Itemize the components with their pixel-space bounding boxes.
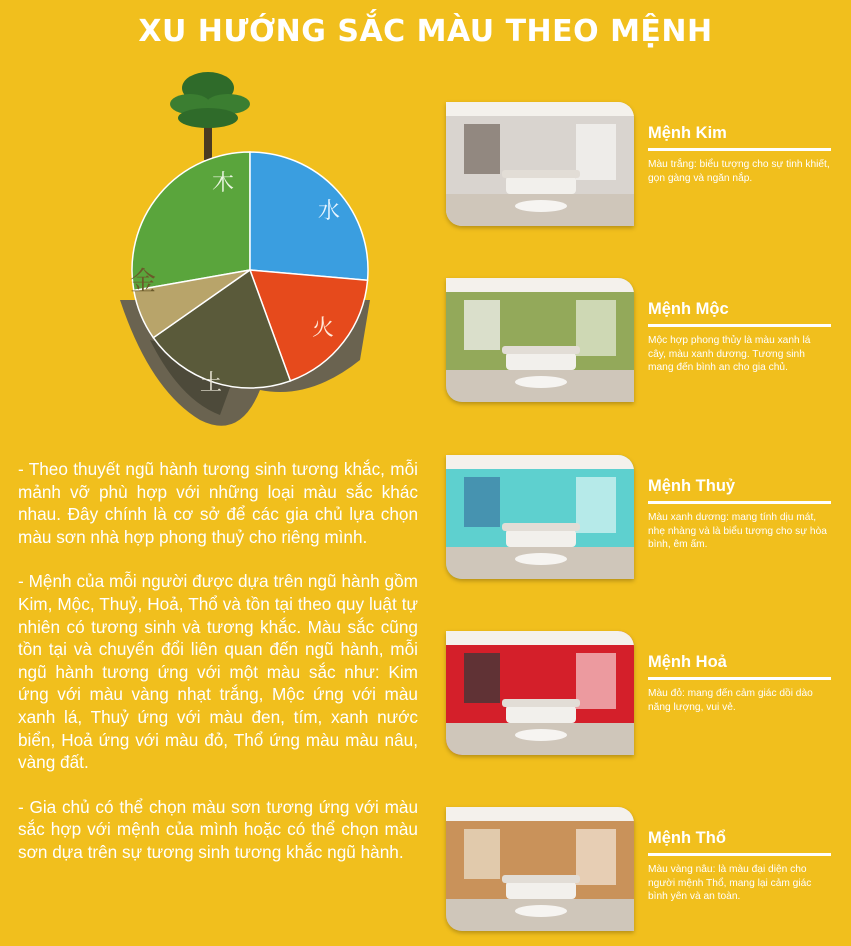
body-text <box>18 458 418 886</box>
card-menh-moc <box>446 278 846 404</box>
divider <box>648 853 831 856</box>
card-description: Màu xanh dương: mang tính dịu mát, nhẹ nhàng và là biểu tượng cho sự hòa bình, êm ấm. <box>648 512 827 550</box>
room-photo-tho <box>446 807 634 931</box>
card-title: Mệnh Thổ <box>648 829 726 847</box>
room-photo-hoa <box>446 631 634 755</box>
wood-glyph: 木 <box>212 171 235 196</box>
card-menh-hoa <box>446 631 846 757</box>
card-title: Mệnh Thuỷ <box>648 477 736 495</box>
earth-glyph: 土 <box>200 371 223 396</box>
five-elements-globe-illustration <box>90 60 400 460</box>
card-title: Mệnh Mộc <box>648 300 729 318</box>
globe-segment-2 <box>250 152 368 280</box>
room-photo-thuy <box>446 455 634 579</box>
card-description: Màu đỏ: mang đến cảm giác dồi dào năng lượng, vui vẻ. <box>648 688 813 713</box>
tree-icon <box>170 72 250 160</box>
card-menh-tho <box>446 807 846 933</box>
paragraph-2: - Mệnh của mỗi người được dựa trên ngũ hành gồm Kim, Mộc, Thuỷ, Hoả, Thổ và tồn tại theo quy luật tự nhiên có tương sinh và tương khắc. Màu sắc cũng tồn tại và chuyển đổi liên quan đến ngũ hành, mỗi ngũ hành tương ứng với một màu sắc như: Kim ứng với màu vàng nhạt trắng, Mộc ứng với màu xanh lá, Thuỷ ứng với màu đen, tím, xanh nước biển, Hoả ứng với màu đỏ, Thổ ứng màu màu nâu, vàng đất. <box>18 571 418 773</box>
divider <box>648 148 831 151</box>
card-description: Màu vàng nâu: là màu đại diện cho người mệnh Thổ, mang lại cảm giác bình yên và an toàn. <box>648 864 812 902</box>
card-description: Mộc hợp phong thủy là màu xanh lá cây, màu xanh dương. Tương sinh mang đến bình an cho gia chủ. <box>648 335 811 373</box>
divider <box>648 501 831 504</box>
metal-glyph: 金 <box>130 267 157 297</box>
water-glyph: 水 <box>318 199 341 224</box>
paragraph-1: - Theo thuyết ngũ hành tương sinh tương khắc, mỗi mảnh vỡ phù hợp với những loại màu sắc khác nhau. Đây chính là cơ sở để các gia chủ lựa chọn màu sơn nhà hợp phong thuỷ cho riêng mình. <box>18 459 418 547</box>
divider <box>648 677 831 680</box>
paragraph-3: - Gia chủ có thể chọn màu sơn tương ứng với màu sắc hợp với mệnh của mình hoặc có thể chọn màu sơn dựa trên sự tương sinh tương khắc ngũ hành. <box>18 796 418 862</box>
card-title: Mệnh Kim <box>648 124 727 142</box>
divider <box>648 324 831 327</box>
room-photo-kim <box>446 102 634 226</box>
globe-graphic <box>90 60 400 460</box>
card-menh-thuy <box>446 455 846 581</box>
page-title: XU HƯỚNG SẮC MÀU THEO MỆNH <box>138 14 713 49</box>
room-photo-moc <box>446 278 634 402</box>
card-title: Mệnh Hoả <box>648 653 727 671</box>
card-description: Màu trắng: biểu tượng cho sự tinh khiết, gọn gàng và ngăn nắp. <box>648 159 830 184</box>
fire-glyph: 火 <box>312 316 335 341</box>
card-menh-kim <box>446 102 846 228</box>
